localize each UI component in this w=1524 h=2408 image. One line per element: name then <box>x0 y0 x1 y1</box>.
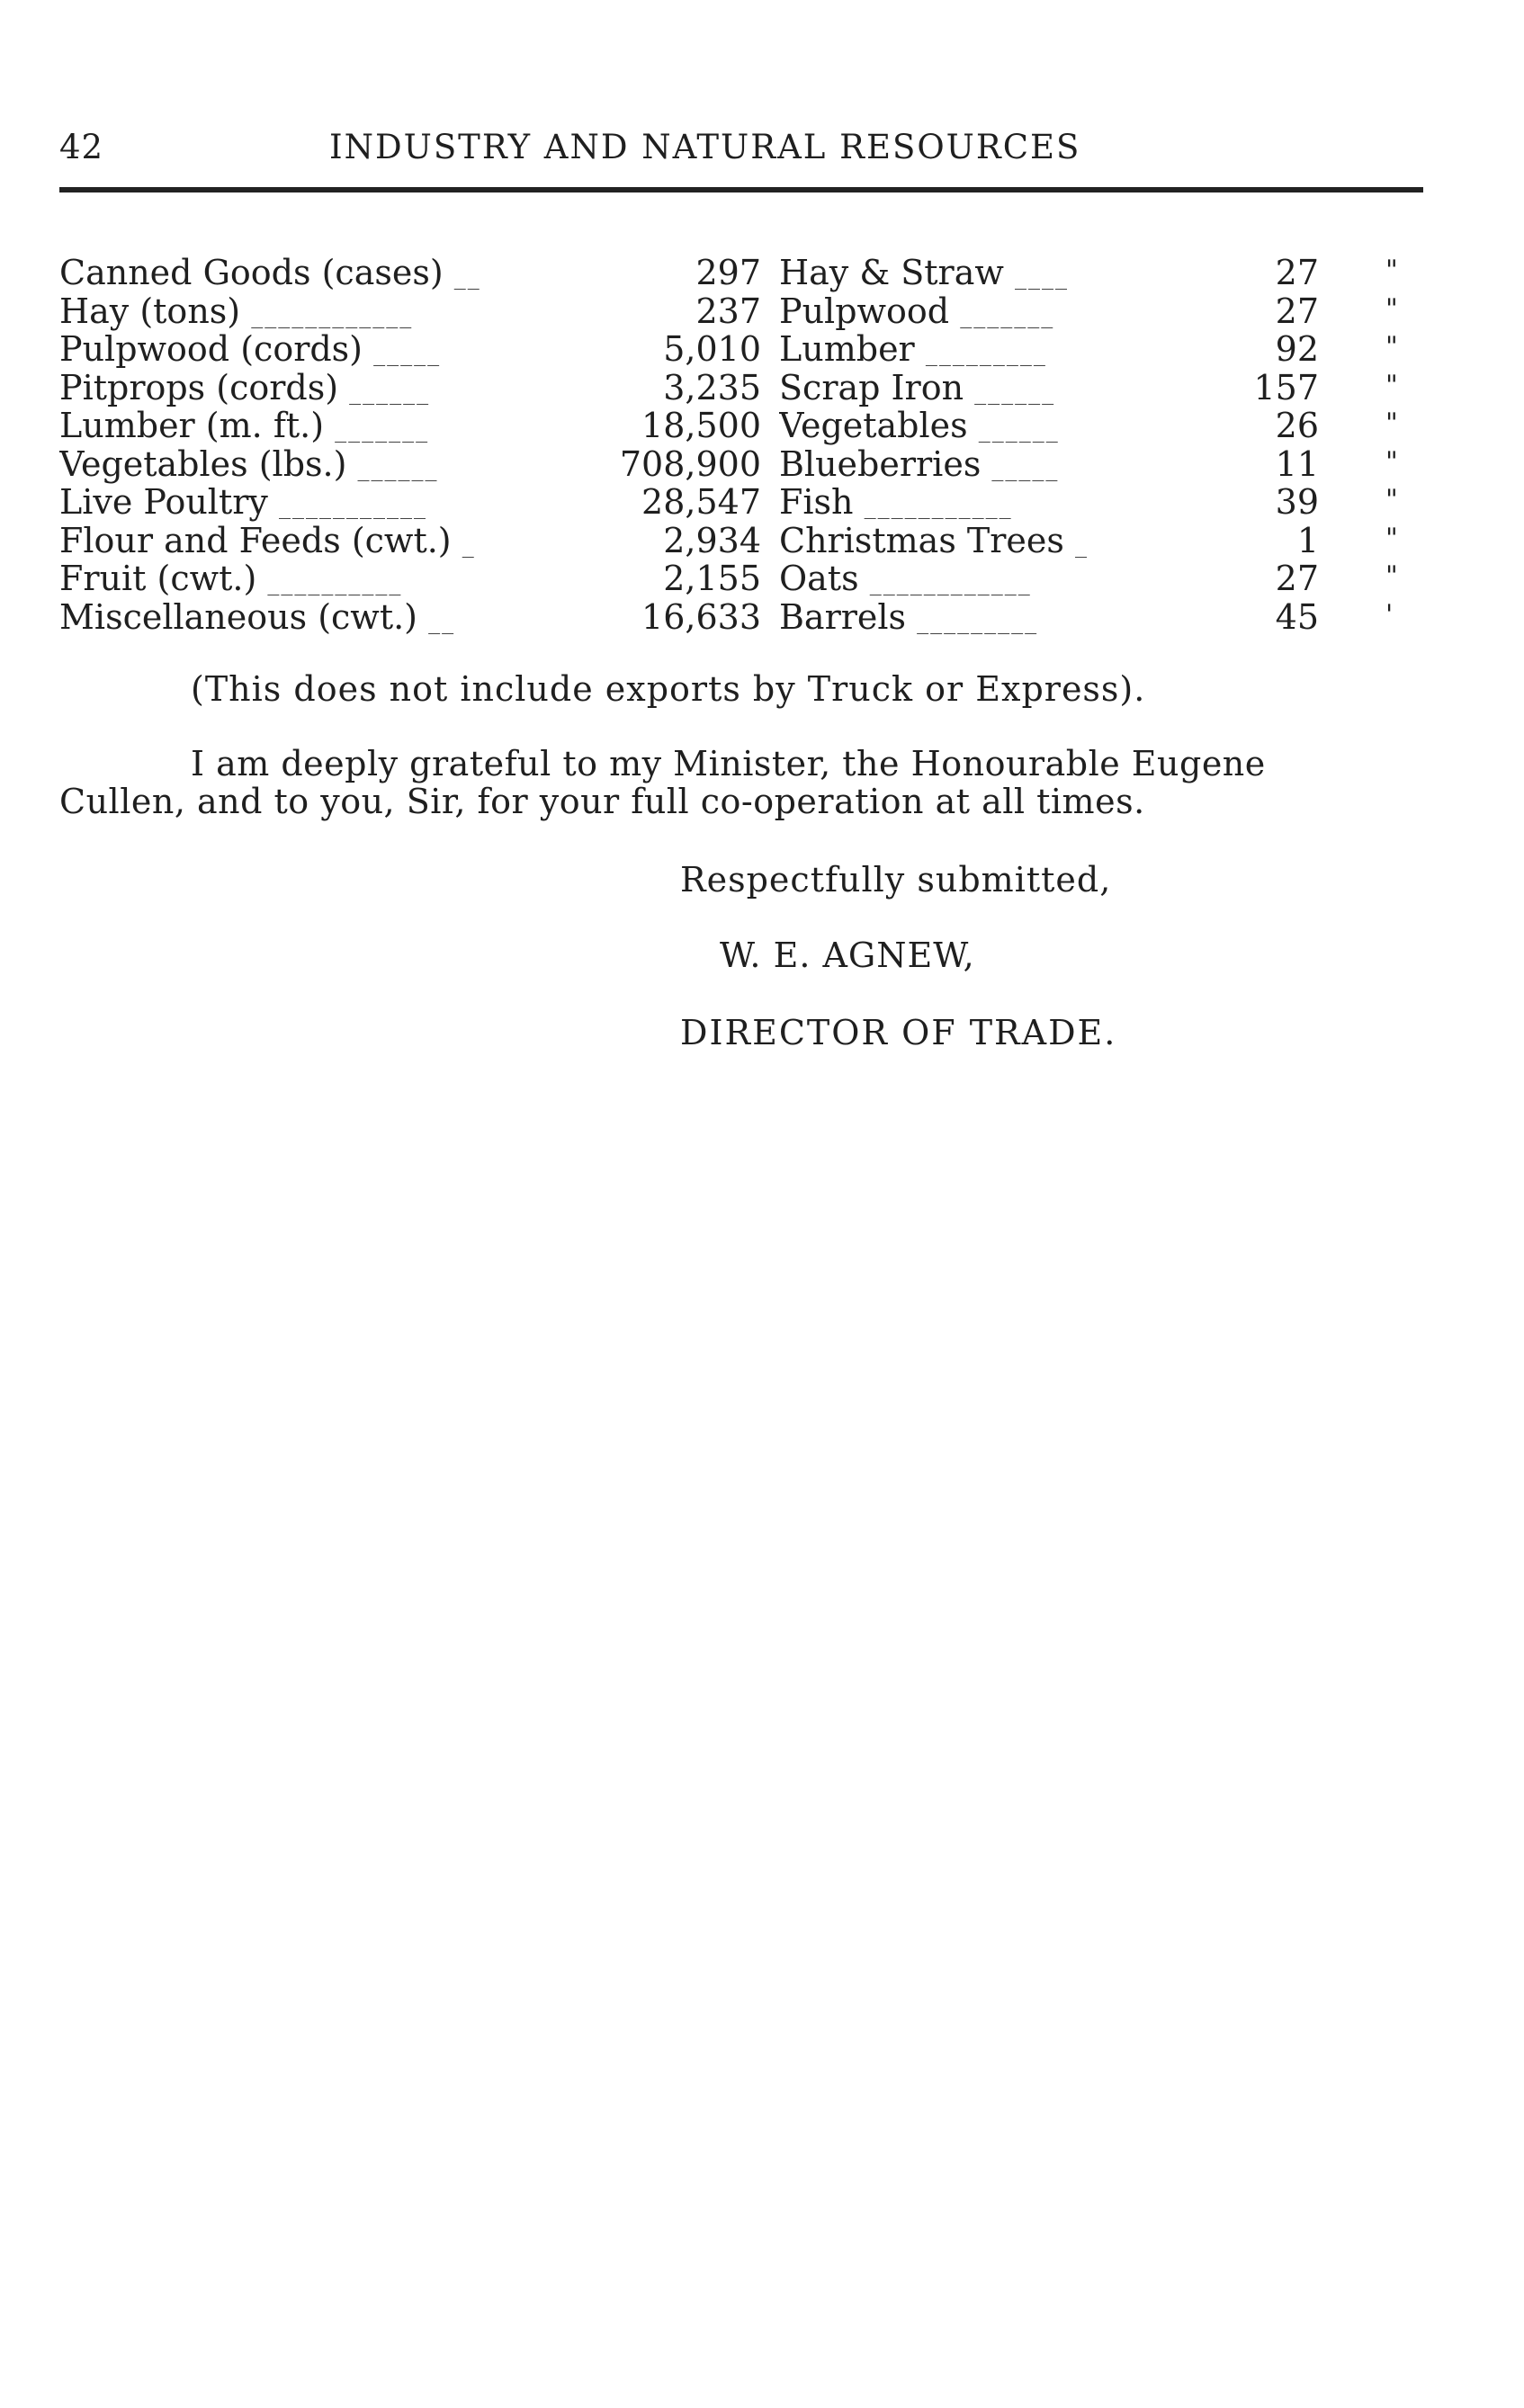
page-number: 42 <box>59 128 104 166</box>
right-item-value: 39 <box>1275 482 1319 522</box>
left-item-leader: __ <box>453 264 481 291</box>
right-item-leader: ______ <box>978 416 1060 443</box>
table-row <box>59 483 1427 522</box>
exports-table <box>59 254 1427 636</box>
right-item-leader: _________ <box>917 607 1039 635</box>
table-row <box>59 559 1427 598</box>
right-item-value: 27 <box>1275 559 1319 598</box>
right-item-label <box>779 292 1193 336</box>
left-item-value: 2,155 <box>663 559 761 598</box>
left-item-value: 297 <box>695 253 761 292</box>
right-item-leader: ____________ <box>869 569 1032 596</box>
left-item-text: Miscellaneous (cwt.) <box>59 597 417 637</box>
right-item-text: Blueberries <box>779 444 982 484</box>
left-item-text: Live Poultry <box>59 483 268 522</box>
paragraph-line-1: I am deeply grateful to my Minister, the Honourable Eugene <box>191 744 1266 783</box>
left-item-label <box>59 483 527 526</box>
right-item-text: Vegetables <box>779 407 968 445</box>
right-item-text: Hay & Straw <box>779 254 1004 292</box>
paragraph-line-2: Cullen, and to you, Sir, for your full co-operation at all times. <box>59 782 1145 821</box>
left-item-value: 16,633 <box>641 596 761 637</box>
right-item-leader: ____ <box>1015 264 1069 291</box>
running-head <box>59 128 1427 173</box>
left-item-leader: _ <box>462 531 476 559</box>
exports-note: (This does not include exports by Truck or Express). <box>191 669 1146 709</box>
left-item-label <box>59 598 527 641</box>
left-item-text: Pitprops (cords) <box>59 368 339 407</box>
left-item-leader: __ <box>428 607 456 635</box>
left-item-text: Flour and Feeds (cwt.) <box>59 521 452 560</box>
left-item-leader: __________ <box>267 569 403 596</box>
right-item-text: Christmas Trees <box>779 521 1064 560</box>
ditto-mark: ' <box>1385 598 1394 631</box>
right-item-label <box>779 522 1193 565</box>
ditto-mark: " <box>1385 331 1398 363</box>
right-item-value: 11 <box>1275 443 1319 484</box>
right-item-leader: ___________ <box>864 493 1013 520</box>
left-item-value: 708,900 <box>619 443 761 484</box>
header-rule <box>59 187 1423 192</box>
ditto-mark: " <box>1385 445 1398 478</box>
left-item-label <box>59 254 527 297</box>
right-item-value: 26 <box>1275 406 1319 445</box>
right-item-leader: _ <box>1075 531 1089 559</box>
left-item-text: Canned Goods (cases) <box>59 254 444 292</box>
table-row <box>59 254 1427 292</box>
left-item-leader: _______ <box>335 416 430 443</box>
right-item-value: 92 <box>1275 329 1319 369</box>
left-item-leader: _____ <box>373 340 442 367</box>
table-row <box>59 407 1427 445</box>
acknowledgement-paragraph <box>59 745 1427 820</box>
table-row <box>59 445 1427 484</box>
left-item-text: Fruit (cwt.) <box>59 559 257 598</box>
left-item-label <box>59 292 527 336</box>
left-item-label <box>59 407 527 450</box>
right-item-label <box>779 407 1193 450</box>
right-item-value: 45 <box>1275 596 1319 637</box>
signature-name: W. E. AGNEW, <box>720 935 975 975</box>
right-item-text: Barrels <box>779 597 907 637</box>
right-item-text: Fish <box>779 483 854 522</box>
left-item-leader: ____________ <box>251 301 414 329</box>
ditto-mark: " <box>1385 407 1398 439</box>
right-item-value: 1 <box>1296 520 1319 560</box>
table-row <box>59 369 1427 407</box>
right-item-text: Pulpwood <box>779 291 950 331</box>
right-item-value: 27 <box>1275 253 1319 292</box>
right-item-text: Scrap Iron <box>779 368 964 407</box>
left-item-value: 18,500 <box>641 406 761 445</box>
right-item-value: 27 <box>1275 291 1319 331</box>
right-item-label <box>779 254 1193 297</box>
table-row <box>59 522 1427 560</box>
signer-title: DIRECTOR OF TRADE. <box>680 1013 1117 1052</box>
left-item-label <box>59 445 527 488</box>
closing-line: Respectfully submitted, <box>680 860 1112 900</box>
right-item-label <box>779 483 1193 526</box>
right-item-label <box>779 369 1193 412</box>
ditto-mark: " <box>1385 522 1398 554</box>
left-item-leader: ______ <box>357 454 439 482</box>
left-item-text: Pulpwood (cords) <box>59 330 363 369</box>
left-item-leader: ______ <box>349 378 431 406</box>
ditto-mark: " <box>1385 292 1398 325</box>
table-row <box>59 292 1427 331</box>
table-row <box>59 598 1427 637</box>
right-item-label <box>779 445 1193 488</box>
running-head-title: INDUSTRY AND NATURAL RESOURCES <box>329 128 1081 166</box>
right-item-label <box>779 330 1193 373</box>
left-item-text: Vegetables (lbs.) <box>59 444 347 484</box>
left-item-label <box>59 559 527 603</box>
right-item-label <box>779 598 1193 641</box>
ditto-mark: " <box>1385 560 1398 592</box>
left-item-label <box>59 522 527 565</box>
left-item-label <box>59 369 527 412</box>
right-item-value: 157 <box>1253 367 1319 407</box>
left-item-value: 5,010 <box>663 329 761 369</box>
left-item-value: 28,547 <box>641 482 761 522</box>
left-item-text: Lumber (m. ft.) <box>59 407 325 445</box>
right-item-leader: _______ <box>960 301 1055 329</box>
table-row <box>59 330 1427 369</box>
right-item-text: Oats <box>779 559 859 598</box>
right-item-leader: _____ <box>991 454 1060 482</box>
ditto-mark: " <box>1385 484 1398 515</box>
left-item-leader: ___________ <box>278 493 427 520</box>
left-item-label <box>59 330 527 373</box>
ditto-mark: " <box>1385 255 1398 286</box>
left-item-value: 3,235 <box>663 367 761 407</box>
left-item-value: 2,934 <box>663 520 761 560</box>
right-item-leader: ______ <box>974 378 1056 406</box>
ditto-mark: " <box>1385 369 1398 401</box>
left-item-value: 237 <box>695 291 761 331</box>
left-item-text: Hay (tons) <box>59 291 241 331</box>
right-item-label <box>779 559 1193 603</box>
right-item-leader: _________ <box>925 340 1047 367</box>
right-item-text: Lumber <box>779 330 915 369</box>
